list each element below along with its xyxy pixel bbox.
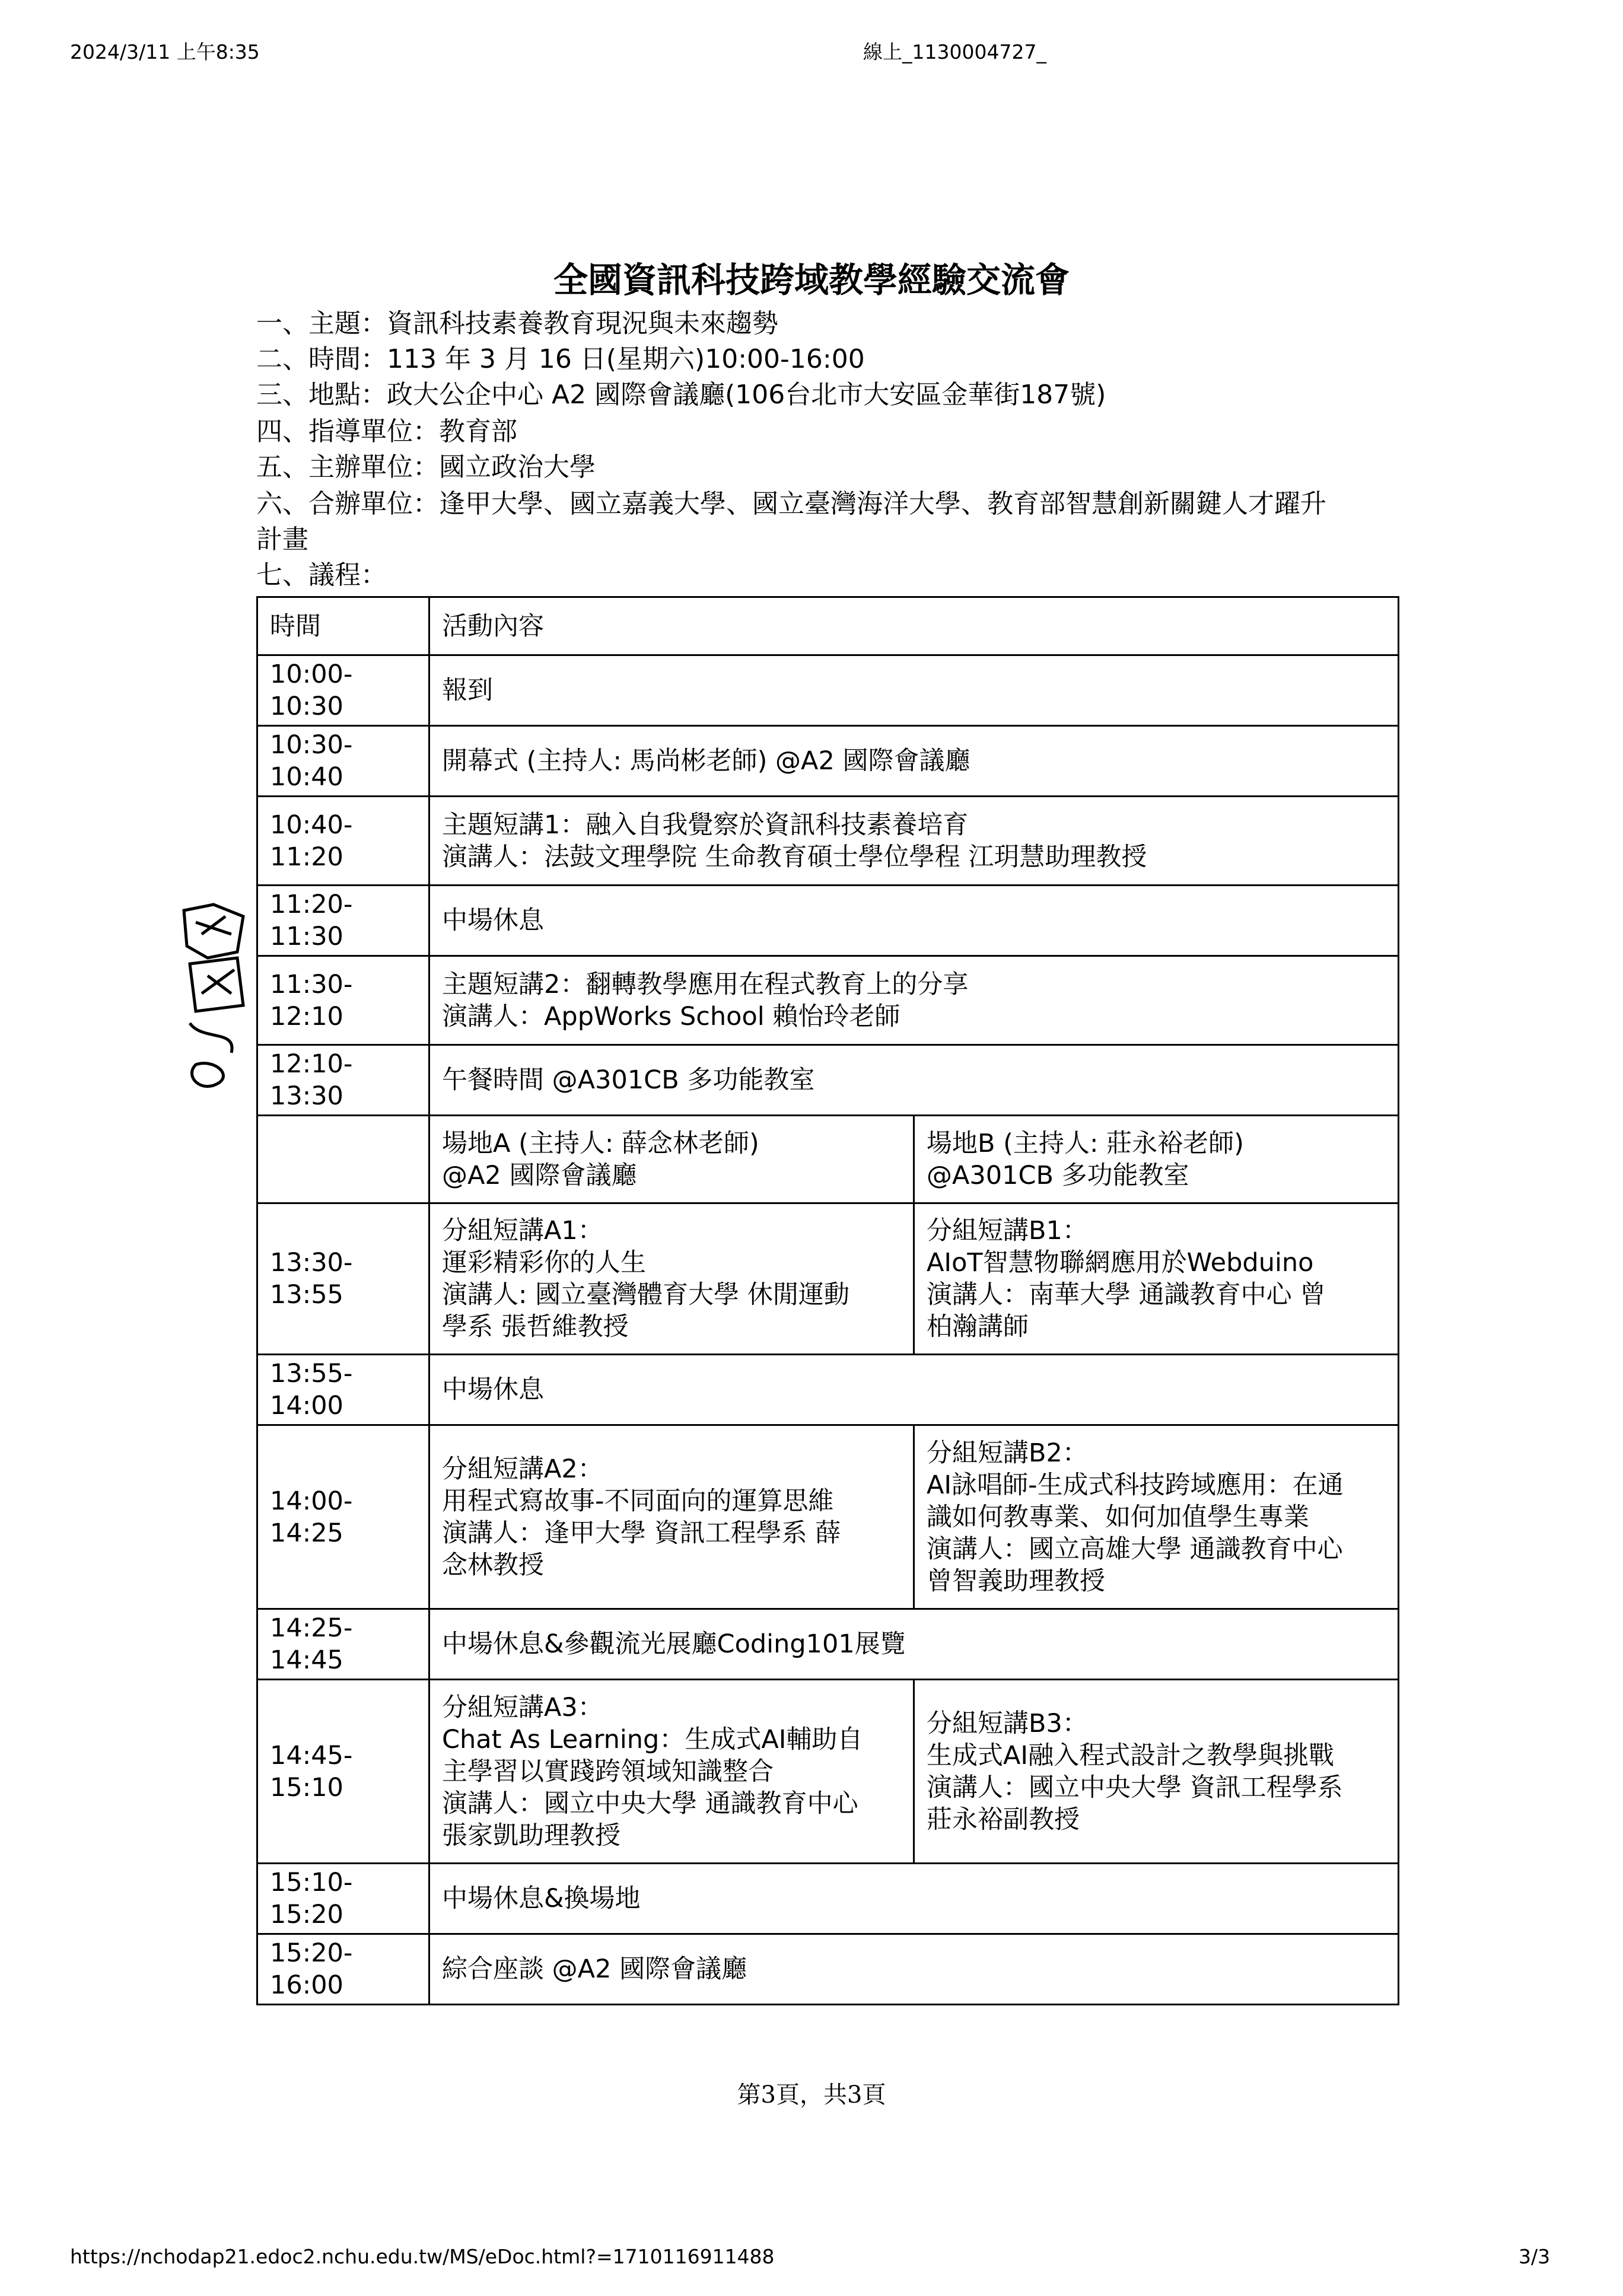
content-line: 中場休息&參觀流光展廳Coding101展覽 <box>442 1629 906 1659</box>
content-line: AI詠唱師-生成式科技跨域應用：在通 <box>927 1470 1344 1500</box>
venue-b-cell <box>914 1116 1399 1203</box>
print-doc-title: 線上_1130004727_ <box>863 40 1046 63</box>
content-line: 用程式寫故事-不同面向的運算思維 <box>442 1486 834 1516</box>
time-value: 12:10-13:30 <box>270 1049 353 1111</box>
table-row <box>257 1116 1399 1203</box>
content-line: @A301CB 多功能教室 <box>927 1160 1189 1190</box>
content-line: 開幕式 (主持人: 馬尚彬老師) @A2 國際會議廳 <box>442 746 970 776</box>
content-line: 主學習以實踐跨領域知識整合 <box>442 1756 774 1787</box>
time-cell <box>257 1609 429 1680</box>
content-line: 演講人：逢甲大學 資訊工程學系 薛 <box>442 1518 841 1548</box>
time-value: 13:55-14:00 <box>270 1359 353 1421</box>
print-datetime: 2024/3/11 上午8:35 <box>70 40 260 63</box>
time-value: 10:30-10:40 <box>270 730 353 792</box>
time-cell <box>257 1355 429 1425</box>
venue-a-cell <box>429 1680 914 1864</box>
venue-b-cell <box>914 1425 1399 1609</box>
info-co-organizers-cont: 計畫 <box>256 524 308 555</box>
content-line: 演講人：國立高雄大學 通識教育中心 <box>927 1534 1343 1564</box>
header-content-cell <box>429 597 1399 655</box>
venue-b-cell <box>914 1203 1399 1355</box>
venue-a-cell <box>429 1203 914 1355</box>
info-co-organizers: 六、合辦單位：逢甲大學、國立嘉義大學、國立臺灣海洋大學、教育部智慧創新關鍵人才躍升 <box>256 489 1326 519</box>
content-line: 綜合座談 @A2 國際會議廳 <box>442 1954 747 1984</box>
seal-stamp-icon <box>178 899 249 1100</box>
footer-url: https://nchodap21.edoc2.nchu.edu.tw/MS/eDoc.html?=1710116911488 <box>70 2245 775 2268</box>
content-cell <box>429 956 1399 1045</box>
info-time: 二、時間：113 年 3 月 16 日(星期六)10:00-16:00 <box>256 344 865 374</box>
header-content-label: 活動內容 <box>442 611 545 641</box>
content-line: 午餐時間 @A301CB 多功能教室 <box>442 1065 815 1095</box>
content-line: 分組短講B1： <box>927 1216 1088 1246</box>
time-cell <box>257 1425 429 1609</box>
time-value: 15:10-15:20 <box>270 1868 353 1929</box>
content-line: 中場休息 <box>442 906 545 935</box>
content-line: 運彩精彩你的人生 <box>442 1248 647 1278</box>
time-cell <box>257 886 429 956</box>
time-cell <box>257 1203 429 1355</box>
time-cell <box>257 797 429 886</box>
content-cell <box>429 1864 1399 1934</box>
content-cell <box>429 1934 1399 2005</box>
time-cell <box>257 1116 429 1203</box>
content-line: 分組短講B3： <box>927 1708 1088 1738</box>
table-row <box>257 1934 1399 2005</box>
table-row <box>257 655 1399 726</box>
content-cell <box>429 1609 1399 1680</box>
header-time-label: 時間 <box>270 611 321 641</box>
table-row <box>257 1355 1399 1425</box>
agenda-table <box>256 596 1399 2005</box>
content-line: AIoT智慧物聯網應用於Webduino <box>927 1248 1314 1278</box>
content-line: 報到 <box>442 676 494 705</box>
table-row <box>257 1045 1399 1116</box>
time-cell <box>257 1934 429 2005</box>
table-row <box>257 1680 1399 1864</box>
time-value: 13:30-13:55 <box>270 1248 353 1310</box>
content-line: 場地B (主持人: 莊永裕老師) <box>927 1128 1244 1158</box>
content-line: 演講人：南華大學 通識教育中心 曾 <box>927 1280 1326 1310</box>
content-line: 演講人：法鼓文理學院 生命教育碩士學位學程 江玥慧助理教授 <box>442 842 1147 872</box>
time-cell <box>257 1864 429 1934</box>
content-line: 主題短講2：翻轉教學應用在程式教育上的分享 <box>442 969 969 999</box>
content-line: Chat As Learning：生成式AI輔助自 <box>442 1724 863 1754</box>
table-row <box>257 1864 1399 1934</box>
venue-a-cell <box>429 1425 914 1609</box>
page-title: 全國資訊科技跨域教學經驗交流會 <box>553 260 1070 300</box>
content-line: 念林教授 <box>442 1550 545 1580</box>
table-header-row <box>257 597 1399 655</box>
table-row <box>257 1425 1399 1609</box>
time-value: 14:00-14:25 <box>270 1486 353 1548</box>
info-topic: 一、主題：資訊科技素養教育現況與未來趨勢 <box>256 308 778 339</box>
info-venue: 三、地點：政大公企中心 A2 國際會議廳(106台北市大安區金華街187號) <box>256 380 1106 410</box>
content-line: 中場休息 <box>442 1375 545 1405</box>
content-line: 中場休息&換場地 <box>442 1884 641 1913</box>
content-line: 分組短講B2： <box>927 1438 1088 1468</box>
info-supervisor: 四、指導單位：教育部 <box>256 416 517 447</box>
content-cell <box>429 726 1399 797</box>
time-value: 15:20-16:00 <box>270 1938 353 2000</box>
table-row <box>257 886 1399 956</box>
time-value: 11:30-12:10 <box>270 969 353 1031</box>
info-agenda-label: 七、議程： <box>256 560 387 590</box>
time-cell <box>257 1045 429 1116</box>
time-value: 10:40-11:20 <box>270 810 353 872</box>
content-line: 演講人: 國立臺灣體育大學 休閒運動 <box>442 1280 849 1310</box>
content-line: 分組短講A1： <box>442 1216 603 1246</box>
content-cell <box>429 797 1399 886</box>
time-value: 10:00-10:30 <box>270 660 353 721</box>
header-time-cell <box>257 597 429 655</box>
content-line: 分組短講A2： <box>442 1454 603 1484</box>
time-cell <box>257 1680 429 1864</box>
content-line: 學系 張哲維教授 <box>442 1312 629 1342</box>
time-value: 11:20-11:30 <box>270 890 353 951</box>
content-line: 柏瀚講師 <box>927 1312 1029 1342</box>
content-line: 識如何教專業、如何加值學生專業 <box>927 1502 1309 1532</box>
content-line: 分組短講A3： <box>442 1692 603 1722</box>
table-row <box>257 1609 1399 1680</box>
table-row <box>257 797 1399 886</box>
content-cell <box>429 655 1399 726</box>
info-organizer: 五、主辦單位：國立政治大學 <box>256 452 596 482</box>
time-cell <box>257 726 429 797</box>
content-line: 場地A (主持人: 薛念林老師) <box>442 1128 759 1158</box>
time-value: 14:25-14:45 <box>270 1613 353 1675</box>
time-cell <box>257 655 429 726</box>
content-line: 張家凱助理教授 <box>442 1820 621 1851</box>
page-number: 第3頁，共3頁 <box>737 2081 886 2109</box>
time-value: 14:45-15:10 <box>270 1740 353 1803</box>
content-line: 演講人：AppWorks School 賴怡玲老師 <box>442 1001 900 1031</box>
content-line: 演講人：國立中央大學 通識教育中心 <box>442 1788 858 1819</box>
content-line: 生成式AI融入程式設計之教學與挑戰 <box>927 1740 1335 1770</box>
time-cell <box>257 956 429 1045</box>
content-line: 演講人：國立中央大學 資訊工程學系 <box>927 1772 1343 1803</box>
venue-a-cell <box>429 1116 914 1203</box>
footer-page: 3/3 <box>1519 2245 1551 2268</box>
content-line: @A2 國際會議廳 <box>442 1160 637 1190</box>
content-cell <box>429 1045 1399 1116</box>
content-line: 莊永裕副教授 <box>927 1804 1080 1835</box>
content-line: 曾智義助理教授 <box>927 1566 1105 1596</box>
table-row <box>257 726 1399 797</box>
content-cell <box>429 1355 1399 1425</box>
table-row <box>257 956 1399 1045</box>
content-cell <box>429 886 1399 956</box>
content-line: 主題短講1：融入自我覺察於資訊科技素養培育 <box>442 810 969 840</box>
venue-b-cell <box>914 1680 1399 1864</box>
table-row <box>257 1203 1399 1355</box>
